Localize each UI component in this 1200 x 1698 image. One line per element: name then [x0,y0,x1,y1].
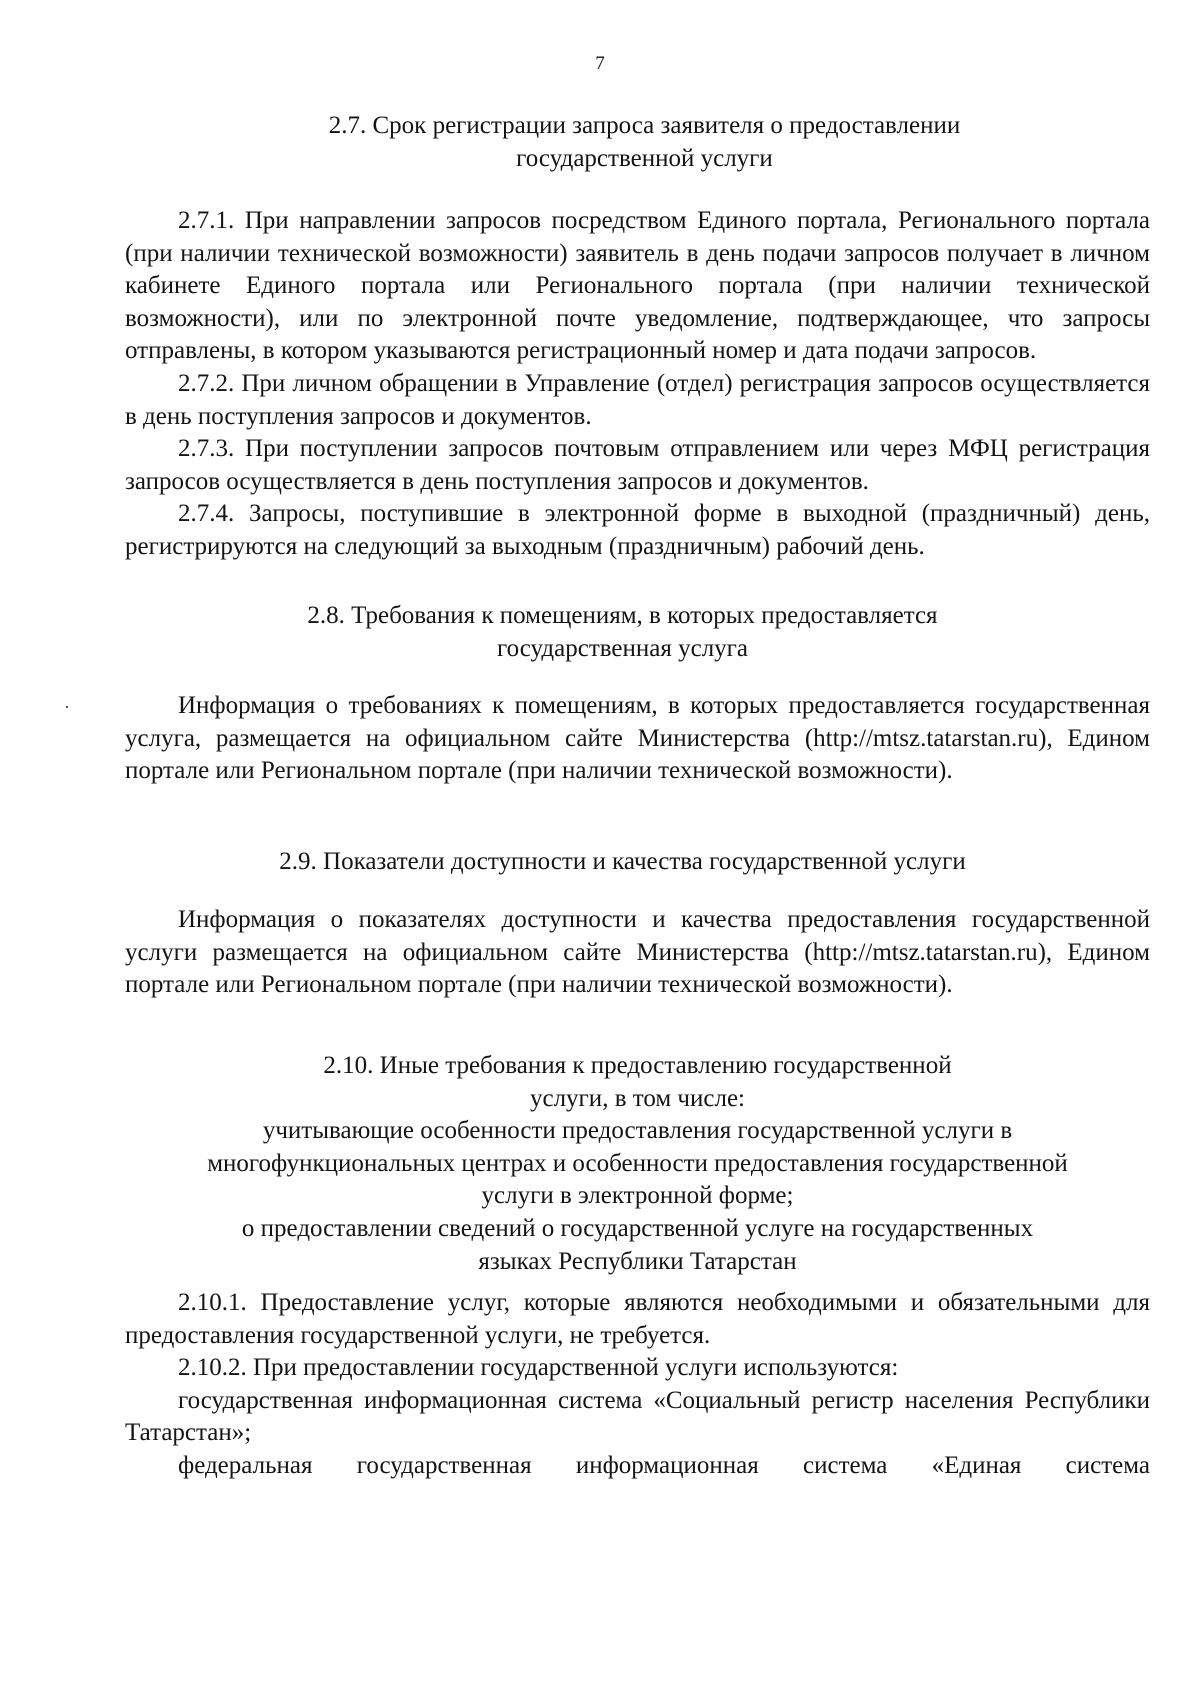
section-2-9-heading [110,846,1135,879]
heading-line: услуги, в том числе: [529,1084,745,1112]
paragraph-2-7-2: 2.7.2. При личном обращении в Управление (отдел) регистрация запросов осуществляется в день поступления запросов и документов. [125,369,1150,430]
paragraph-2-7-3: 2.7.3. При поступлении запросов почтовым отправлением или через МФЦ регистрация запросов осуществляется в день поступления запросов и документов. [125,435,1150,495]
heading-line: о предоставлении сведений о государственной услуге на государственных [241,1214,1034,1242]
section-2-8-heading [110,600,1135,665]
heading-line: 2.7. Срок регистрации запроса заявителя о предоставлении [328,112,961,139]
paragraph-system-1: государственная информационная система «Социальный регистр населения Республики Татарстан»; [125,1386,1150,1447]
section-2-7-body [125,205,1150,564]
paragraph-system-2: федеральная государственная информационная система «Единая система [178,1451,1150,1479]
heading-line: 2.10. Иные требования к предоставлению государственной [323,1052,952,1079]
scan-speck [66,706,68,708]
paragraph-2-7-1: 2.7.1. При направлении запросов посредством Единого портала, Регионального портала (при наличии технической возможности) заявитель в день подачи запросов получает в личном кабинете Единого портала или Регионального портала (при наличии технической возможности), или по электронной почте уведомление, подтверждающее, что запросы отправлены, в котором указываются регистрационный номер и дата подачи запросов. [125,207,1150,365]
heading-line: языках Республики Татарстан [478,1247,797,1275]
heading-line: государственная услуга [496,634,749,662]
page-number: 7 [595,53,605,74]
paragraph-2-10-2: 2.10.2. При предоставлении государственной услуги используются: [178,1354,899,1382]
section-2-10-heading [125,1050,1150,1278]
heading-line: 2.8. Требования к помещениям, в которых предоставляется [307,602,938,629]
paragraph-2-9: Информация о показателях доступности и качества предоставления государственной услуги размещается на официальном сайте Министерства (http://mtsz.tatarstan.ru), Едином портале или Региональном портале (при наличии технической возможности). [125,906,1150,999]
heading-line: государственной услуги [516,144,773,172]
heading-line: услуги в электронной форме; [481,1182,794,1210]
paragraph-2-10-1: 2.10.1. Предоставление услуг, которые являются необходимыми и обязательными для предоставления государственной услуги, не требуется. [125,1289,1150,1349]
heading-line: многофункциональных центрах и особенности предоставления государственной [207,1149,1068,1177]
heading-line: 2.9. Показатели доступности и качества государственной услуги [279,848,966,875]
section-2-9-body [125,904,1150,1002]
heading-line: учитывающие особенности предоставления государственной услуги в [262,1117,1013,1145]
section-2-7-heading [132,110,1157,175]
paragraph-2-7-4: 2.7.4. Запросы, поступившие в электронной форме в выходной (праздничный) день, регистрируются на следующий за выходным (праздничным) рабочий день. [125,500,1150,560]
paragraph-2-8: Информация о требованиях к помещениям, в которых предоставляется государственная услуга, размещается на официальном сайте Министерства (http://mtsz.tatarstan.ru), Едином портале или Региональном портале (при наличии технической возможности). [125,692,1150,785]
section-2-10-body [125,1287,1150,1483]
section-2-8-body [125,690,1150,788]
